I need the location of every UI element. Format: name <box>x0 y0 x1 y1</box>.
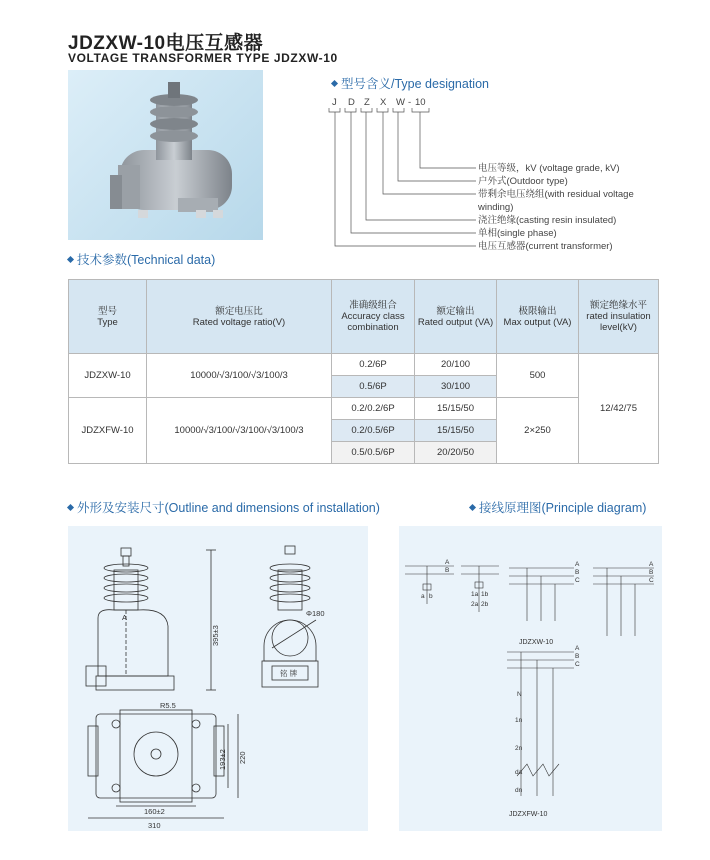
col-header-rated-output: 额定输出 Rated output (VA) <box>415 280 497 354</box>
terminal-dn: dn <box>515 787 523 794</box>
table-header-row <box>69 280 659 354</box>
cell-accuracy: 0.5/6P <box>332 376 415 398</box>
dim-193: 193±2 <box>218 749 227 770</box>
bus-label-b: B <box>575 653 580 660</box>
table-row <box>69 398 659 420</box>
cell-rated-output: 15/15/50 <box>415 398 497 420</box>
dim-395: 395±3 <box>211 625 220 646</box>
terminal-2a: 2a <box>471 601 479 608</box>
terminal-1n: 1n <box>515 717 523 724</box>
table-row <box>69 354 659 376</box>
cell-rated-output: 20/20/50 <box>415 442 497 464</box>
technical-data-heading: 技术参数(Technical data) <box>68 250 215 268</box>
terminal-2b: 2b <box>481 601 489 608</box>
diamond-bullet-icon <box>67 504 74 511</box>
type-code-diagram <box>326 92 686 252</box>
cell-max-output-jdzxw: 500 <box>497 354 579 398</box>
dim-r-5-5: R5.5 <box>160 701 176 710</box>
page-title: JDZXW-10电压互感器 <box>68 33 264 54</box>
outline-panel <box>68 526 368 831</box>
cell-ratio-jdzfw: 10000/√3/100/√3/100/√3/100/3 <box>147 398 332 464</box>
bus-label-c: C <box>649 577 654 584</box>
dim-310: 310 <box>148 821 161 830</box>
designation-residual-winding-cont: winding) <box>478 202 514 213</box>
transformer-image <box>68 70 263 240</box>
col-header-type: 型号 Type <box>69 280 147 354</box>
designation-resin: 浇注绝缘(casting resin insulated) <box>478 215 617 226</box>
product-photo <box>68 70 263 240</box>
terminal-2n: 2n <box>515 745 523 752</box>
code-number: 10 <box>415 97 426 108</box>
bus-label-a: A <box>575 645 580 652</box>
principle-heading: 接线原理图(Principle diagram) <box>470 498 646 516</box>
diamond-bullet-icon <box>67 256 74 263</box>
col-header-insulation: 额定绝缘水平 rated insulation level(kV) <box>579 280 659 354</box>
cell-rated-output: 20/100 <box>415 354 497 376</box>
cell-accuracy: 0.2/0.5/6P <box>332 420 415 442</box>
terminal-n: N <box>517 691 522 698</box>
outline-drawing <box>68 526 368 831</box>
code-letter-d: D <box>348 97 355 108</box>
cell-rated-output: 15/15/50 <box>415 420 497 442</box>
label-a: A <box>122 613 128 622</box>
terminal-b: b <box>429 593 433 600</box>
cell-max-output-jdzfw: 2×250 <box>497 398 579 464</box>
cell-accuracy: 0.2/0.2/6P <box>332 398 415 420</box>
cell-type-jdzfw: JDZXFW-10 <box>69 398 147 464</box>
terminal-1b: 1b <box>481 591 489 598</box>
designation-outdoor: 户外式(Outdoor type) <box>478 176 568 187</box>
bus-label-c: C <box>575 577 580 584</box>
terminal-a: a <box>421 593 425 600</box>
dim-220: 220 <box>238 751 247 764</box>
label-jdzfw: JDZXFW-10 <box>509 811 548 818</box>
code-dash: - <box>408 97 412 108</box>
col-header-accuracy: 准确级组合 Accuracy class combination <box>332 280 415 354</box>
designation-single-phase: 单相(single phase) <box>478 228 557 239</box>
designation-residual-winding: 带剩余电压绕组(with residual voltage <box>478 189 634 200</box>
cell-ratio-jdzxw: 10000/√3/100/√3/100/3 <box>147 354 332 398</box>
diamond-bullet-icon <box>469 504 476 511</box>
code-letter-z: Z <box>364 97 370 108</box>
code-letter-w: W <box>396 97 405 108</box>
bus-label-b: B <box>649 569 654 576</box>
code-letter-j: J <box>332 97 337 108</box>
principle-drawing <box>399 526 662 831</box>
technical-data-table <box>68 279 659 464</box>
type-designation-heading: 型号含义/Type designation <box>332 74 489 92</box>
bus-label-a: A <box>575 561 580 568</box>
cell-insulation: 12/42/75 <box>579 354 659 464</box>
col-header-max-output: 极限输出 Max output (VA) <box>497 280 579 354</box>
terminal-da: da <box>515 769 523 776</box>
cell-accuracy: 0.5/0.5/6P <box>332 442 415 464</box>
bus-label-b: B <box>575 569 580 576</box>
cell-type-jdzxw: JDZXW-10 <box>69 354 147 398</box>
bus-label-c: C <box>575 661 580 668</box>
nameplate-label: 铭 牌 <box>280 669 298 678</box>
cell-accuracy: 0.2/6P <box>332 354 415 376</box>
col-header-ratio: 额定电压比 Rated voltage ratio(V) <box>147 280 332 354</box>
outline-heading: 外形及安装尺寸(Outline and dimensions of installation) <box>68 498 380 516</box>
designation-transformer: 电压互感器(current transformer) <box>478 241 613 252</box>
dim-phi-180: Φ180 <box>306 609 325 618</box>
dim-160: 160±2 <box>144 807 165 816</box>
principle-panel <box>399 526 662 831</box>
bus-label-b: B <box>445 567 450 574</box>
label-jdzxw: JDZXW-10 <box>519 639 554 646</box>
cell-rated-output: 30/100 <box>415 376 497 398</box>
diamond-bullet-icon <box>331 80 338 87</box>
bus-label-a: A <box>649 561 654 568</box>
terminal-1a: 1a <box>471 591 479 598</box>
designation-voltage-grade: 电压等级，kV (voltage grade, kV) <box>478 163 620 174</box>
page-subtitle: VOLTAGE TRANSFORMER TYPE JDZXW-10 <box>68 51 338 65</box>
bus-label-a: A <box>445 559 450 566</box>
code-letter-x: X <box>380 97 387 108</box>
